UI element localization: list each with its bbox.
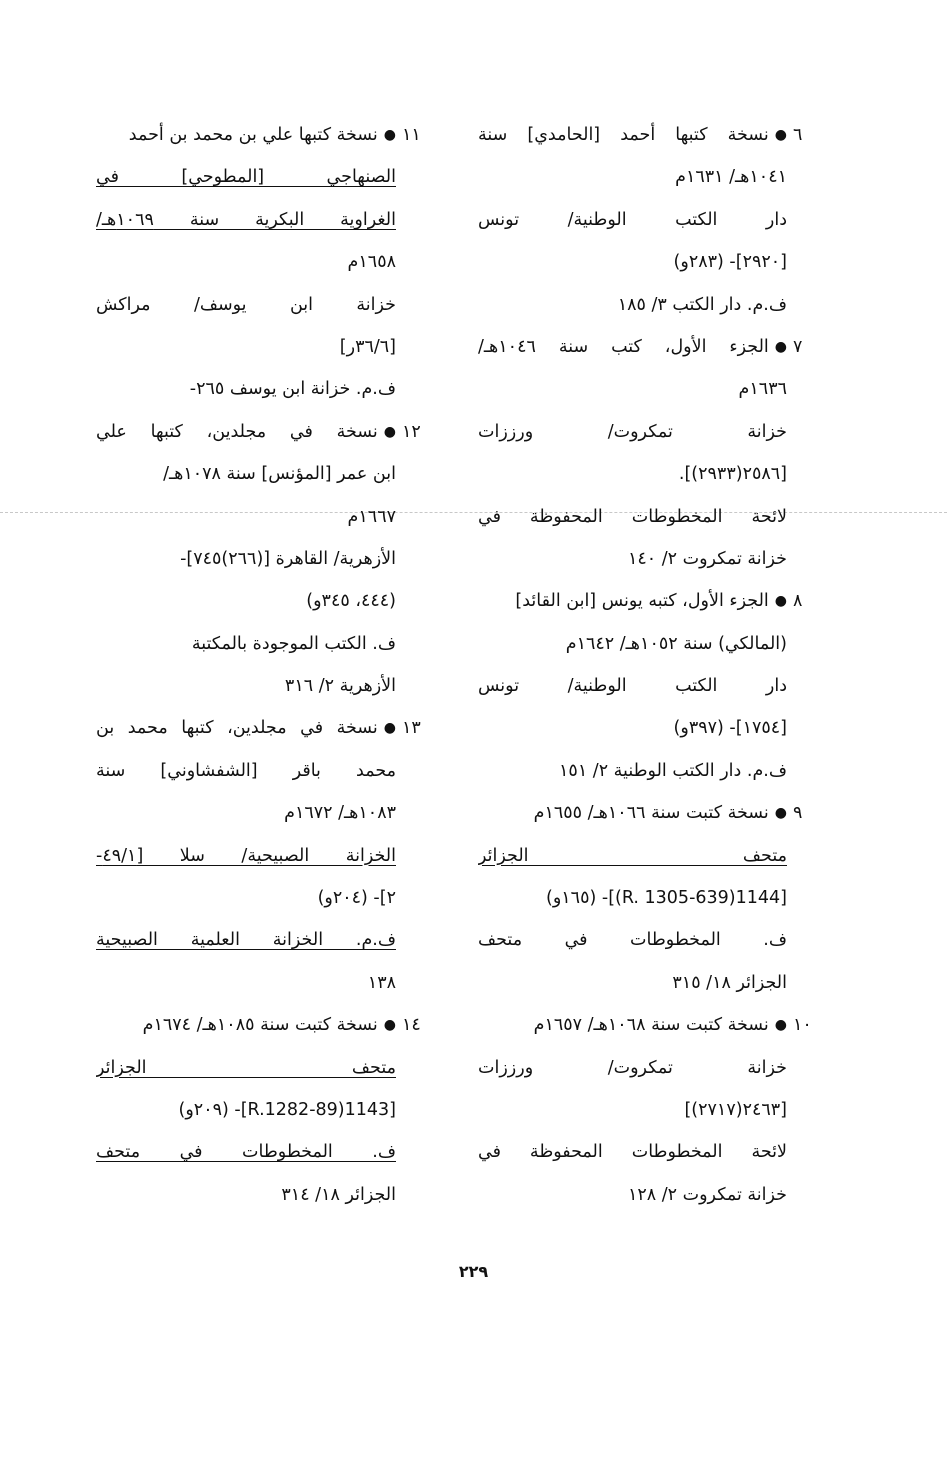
entry-text: الجزء الأول، كتب سنة ١٠٤٦هـ/ xyxy=(478,336,769,357)
right-column xyxy=(478,114,823,1216)
entry-number: ٩ xyxy=(793,803,803,824)
entry-line: خزانة تمكروت/ ورززات xyxy=(478,1057,787,1078)
bullet-icon: ● xyxy=(774,338,787,355)
entry-number: ١٠ xyxy=(793,1015,812,1036)
bibliography-entry xyxy=(96,1004,432,1216)
entry-text: نسخة كتبها أحمد [الحامدي] سنة xyxy=(478,125,769,145)
entry-number: ١٢ xyxy=(402,421,421,442)
entry-line: خزانة تمكروت/ ورززات xyxy=(478,421,787,442)
entry-line: خزانة تمكروت ٢/ ١٢٨ xyxy=(627,1184,787,1205)
entry-text: نسخة كتبت سنة ١٠٦٦هـ/ ١٦٥٥م xyxy=(533,803,769,824)
entry-line: ١٠٤١هـ/ ١٦٣١م xyxy=(675,167,787,188)
bibliography-entry xyxy=(96,411,432,708)
entry-first-line xyxy=(478,792,823,834)
entry-line: [٢٩٢٠]- (٢٨٣و) xyxy=(673,252,787,273)
entry-line: متحف الجزائر xyxy=(478,845,787,866)
entry-text: نسخة كتبت سنة ١٠٨٥هـ/ ١٦٧٤م xyxy=(142,1015,378,1036)
entry-line: ف.م. دار الكتب الوطنية ٢/ ١٥١ xyxy=(559,760,787,781)
entry-line: ف. الكتب الموجودة بالمكتبة xyxy=(191,633,396,654)
entry-number: ١٣ xyxy=(402,718,421,739)
entry-number: ٦ xyxy=(793,125,803,145)
entry-line: ابن عمر [المؤنس] سنة ١٠٧٨هـ/ xyxy=(163,464,396,485)
entry-line: [1144(639-R. 1305)]- (١٦٥و) xyxy=(546,888,787,909)
entry-line: الأزهرية/ القاهرة [(٢٦٦)٧٤٥]- xyxy=(180,548,396,569)
entry-first-line xyxy=(96,707,432,749)
entry-text: نسخة في مجلدين، كتبها محمد بن xyxy=(96,718,378,739)
bullet-icon: ● xyxy=(383,127,396,143)
entry-number: ٨ xyxy=(793,591,803,612)
entry-number: ١٤ xyxy=(402,1015,421,1036)
bibliography-entry xyxy=(478,792,823,1004)
entry-first-line xyxy=(96,114,432,156)
entry-first-line xyxy=(478,580,823,622)
entry-line: الصنهاجي [المطوحي] في xyxy=(96,167,396,188)
entry-line: ف. المخطوطات في متحف xyxy=(478,930,787,951)
entry-line: [1143(89-R.1282]- (٢٠٩و) xyxy=(178,1099,396,1120)
entry-number: ١١ xyxy=(402,125,421,145)
entry-line: خزانة تمكروت ٢/ ١٤٠ xyxy=(627,548,787,569)
entry-line: ٢]- (٢٠٤و) xyxy=(317,888,396,909)
entry-line: لائحة المخطوطات المحفوظة في xyxy=(478,506,787,527)
entry-line: ف. المخطوطات في متحف xyxy=(96,1142,396,1163)
entry-line: (٤٤٤، ٣٤٥و) xyxy=(306,591,396,612)
entry-first-line xyxy=(478,326,823,368)
entry-line: متحف الجزائر xyxy=(96,1057,396,1078)
entry-line: لائحة المخطوطات المحفوظة في xyxy=(478,1142,787,1163)
entry-line: ف.م. الخزانة العلمية الصبيحية xyxy=(96,930,396,951)
bullet-icon: ● xyxy=(774,1017,787,1034)
bullet-icon: ● xyxy=(383,720,396,737)
bullet-icon: ● xyxy=(774,805,787,822)
entry-line: ف.م. خزانة ابن يوسف ٢٦٥- xyxy=(189,379,396,400)
entry-line: الغراوية البكرية سنة ١٠٦٩هـ/ xyxy=(96,209,396,230)
entry-line: محمد باقر [الشفشاوني] سنة xyxy=(96,760,396,781)
bibliography-entry xyxy=(96,114,432,411)
entry-line: (المالكي) سنة ١٠٥٢هـ/ ١٦٤٢م xyxy=(565,633,787,654)
bullet-icon: ● xyxy=(774,127,787,143)
bibliography-entry xyxy=(478,1004,823,1216)
entry-line: ١٠٨٣هـ/ ١٦٧٢م xyxy=(284,803,396,824)
entry-line: ١٣٨ xyxy=(367,972,396,993)
bullet-icon: ● xyxy=(383,423,396,440)
entry-line: الأزهرية ٢/ ٣١٦ xyxy=(284,676,396,697)
bullet-icon: ● xyxy=(774,593,787,610)
entry-first-line xyxy=(478,114,823,156)
bullet-icon: ● xyxy=(383,1017,396,1034)
entry-line: ١٦٦٧م xyxy=(347,506,396,527)
entry-line: [٢٤٦٣(٢٧١٧)] xyxy=(684,1099,787,1120)
entry-text: نسخة كتبت سنة ١٠٦٨هـ/ ١٦٥٧م xyxy=(533,1015,769,1036)
entry-line: الجزائر ١٨/ ٣١٤ xyxy=(281,1184,396,1205)
entry-text: الجزء الأول، كتبه يونس [ابن القائد] xyxy=(515,591,769,612)
entry-first-line xyxy=(96,411,432,453)
left-column xyxy=(96,114,432,1216)
entry-line: الجزائر ١٨/ ٣١٥ xyxy=(672,972,787,993)
entry-line: [١٧٥٤]- (٣٩٧و) xyxy=(673,718,787,739)
bibliography-entry xyxy=(478,114,823,326)
entry-text: نسخة في مجلدين، كتبها علي xyxy=(96,421,378,442)
page-number: ٢٢٩ xyxy=(458,1262,489,1281)
entry-line: ف.م. دار الكتب ٣/ ١٨٥ xyxy=(617,294,787,315)
entry-line: دار الكتب الوطنية/ تونس xyxy=(478,209,787,230)
entry-line: ١٦٣٦م xyxy=(738,379,787,400)
entry-first-line xyxy=(96,1004,432,1046)
entry-line: ١٦٥٨م xyxy=(347,252,396,273)
entry-line: [٣٦/٦ر] xyxy=(339,336,396,357)
entry-number: ٧ xyxy=(793,336,803,357)
entry-first-line xyxy=(478,1004,823,1046)
bibliography-entry xyxy=(96,707,432,1004)
entry-line: الخزانة الصبيحية/ سلا [٤٩/١- xyxy=(96,845,396,866)
entry-line: دار الكتب الوطنية/ تونس xyxy=(478,676,787,697)
entry-line: خزانة ابن يوسف/ مراكش xyxy=(96,294,396,315)
entry-line: [٢٥٨٦(٢٩٣٣)]. xyxy=(678,464,787,485)
bibliography-entry xyxy=(478,580,823,792)
entry-text: نسخة كتبها علي بن محمد بن أحمد xyxy=(128,125,378,145)
bibliography-entry xyxy=(478,326,823,580)
